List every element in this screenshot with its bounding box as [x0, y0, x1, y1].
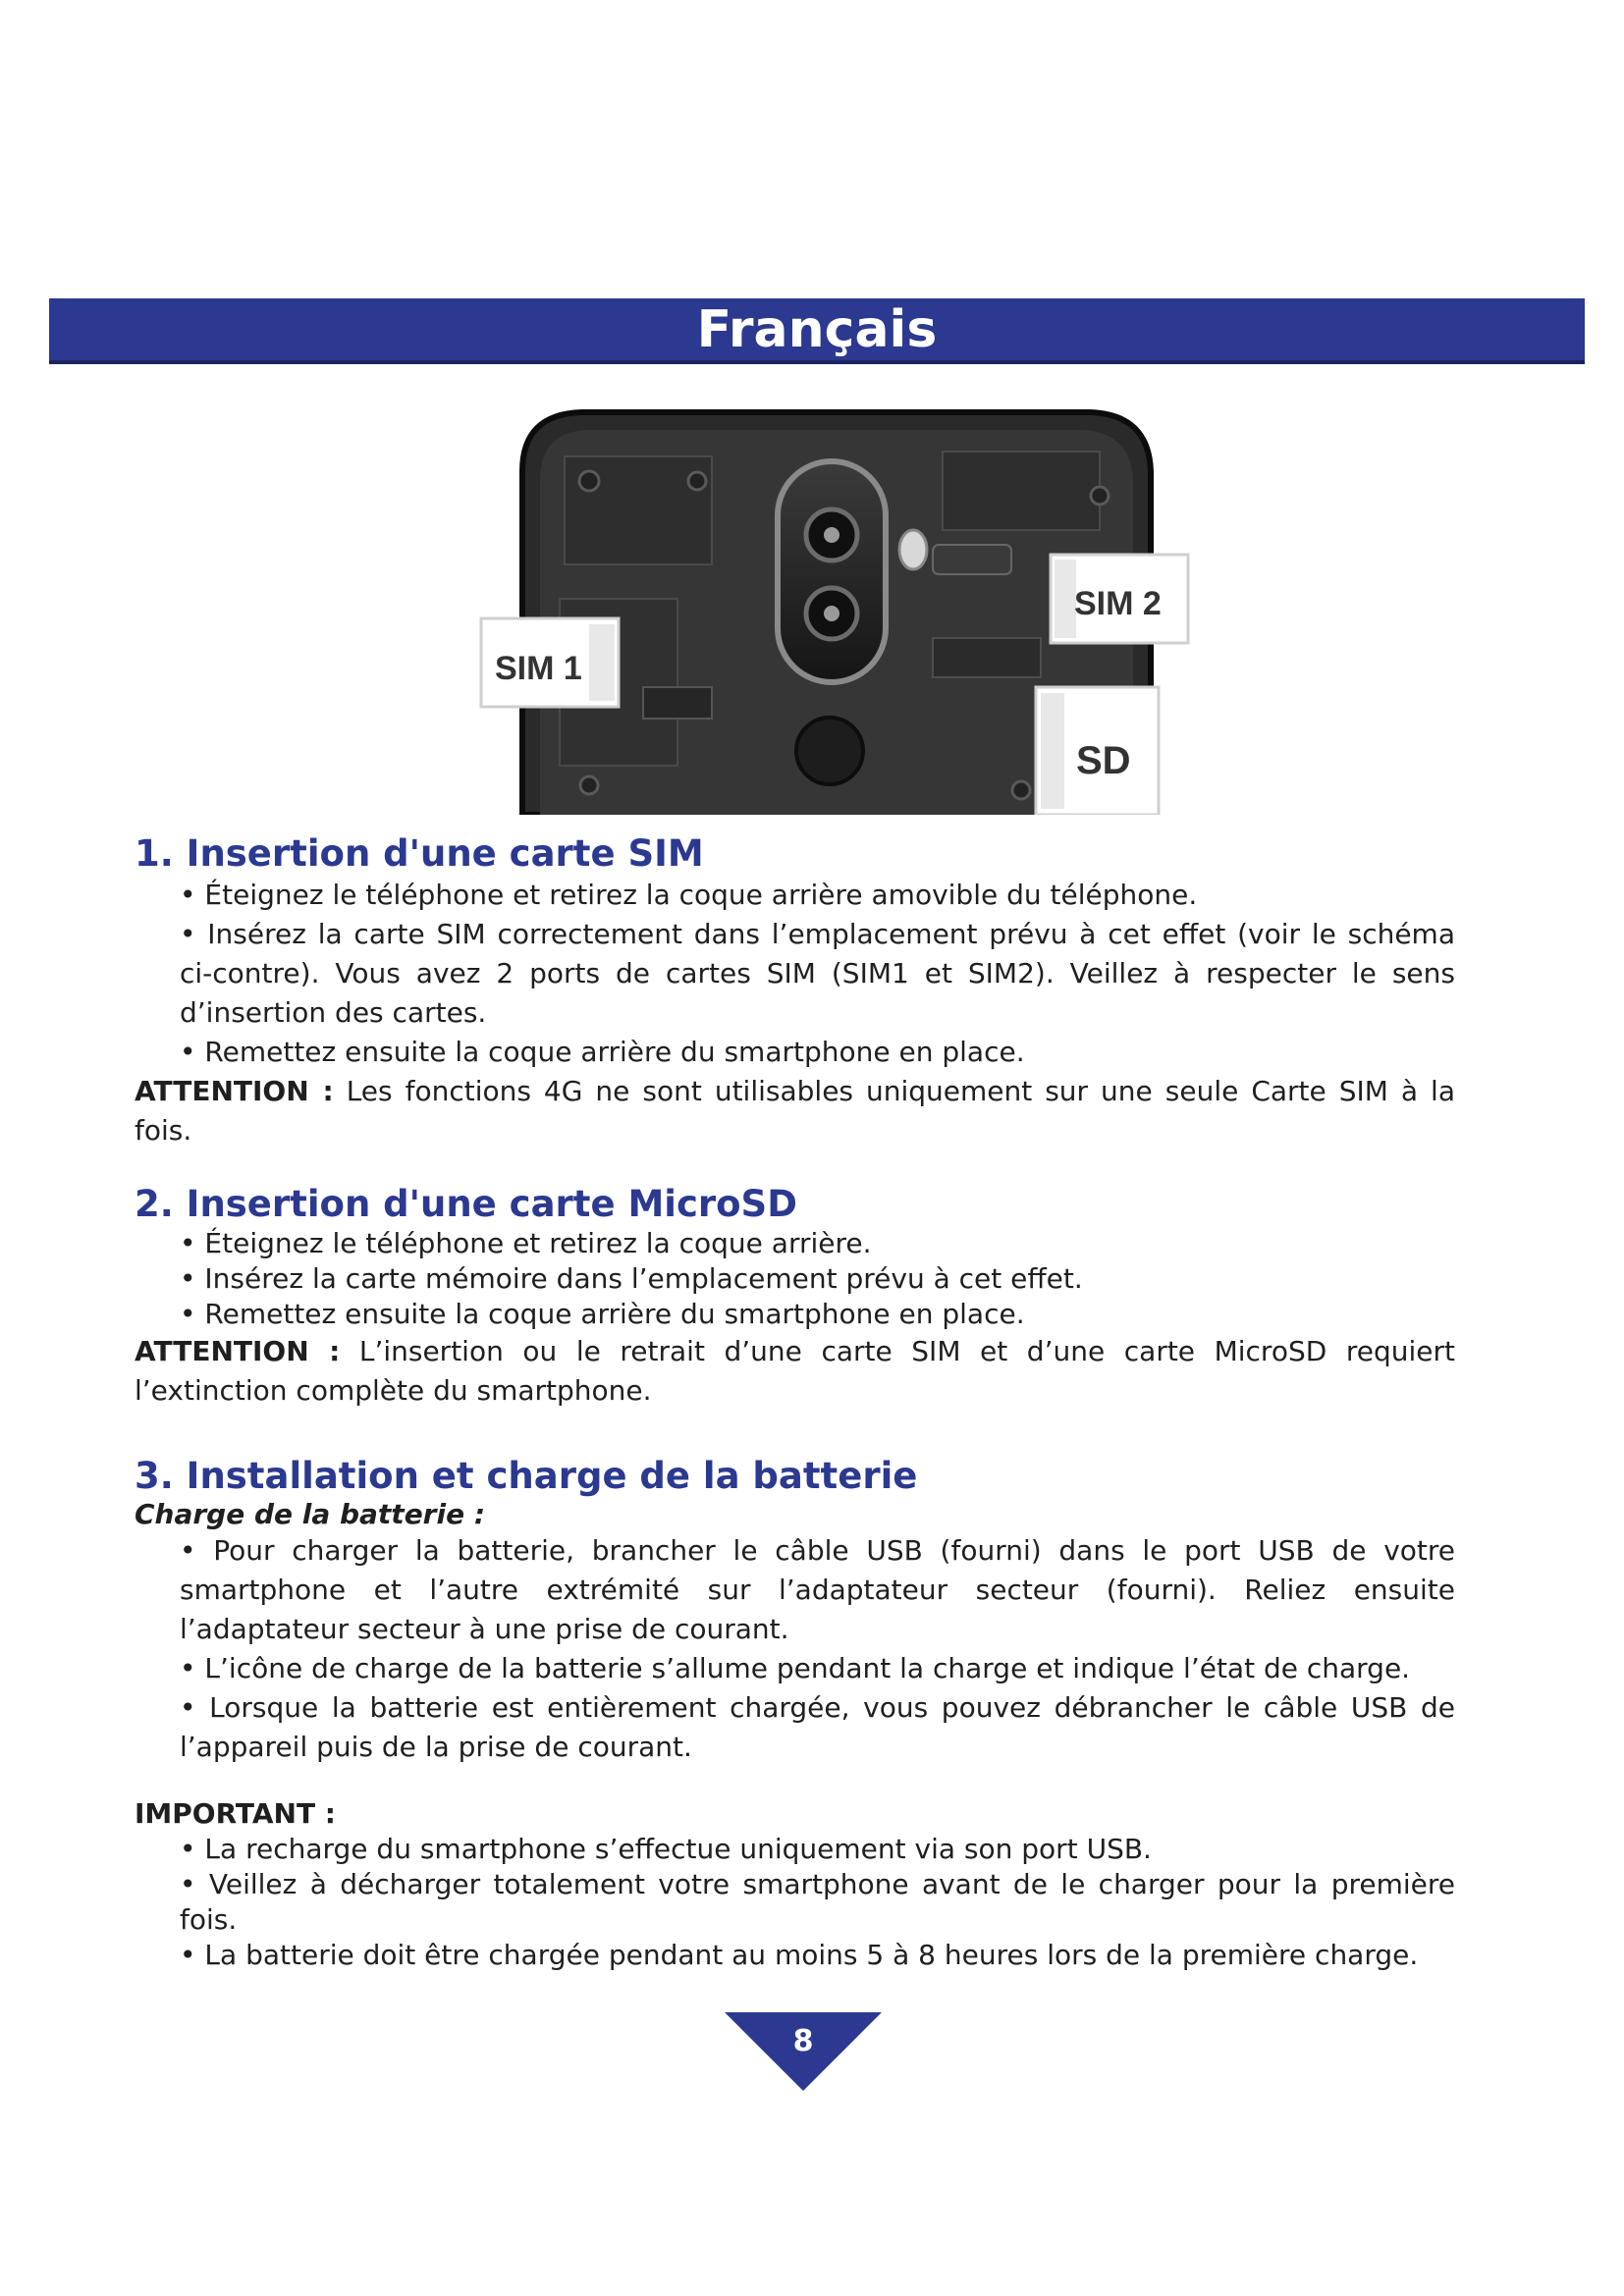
attention-note [135, 1332, 1455, 1411]
list-item: • L’icône de charge de la batterie s’allume pendant la charge et indique l’état de charge. [180, 1649, 1455, 1688]
attention-text: L’insertion ou le retrait d’une carte SIM et d’une carte MicroSD requiert l’extinction complète du smartphone. [135, 1335, 1455, 1407]
list-item: • Insérez la carte mémoire dans l’emplacement prévu à cet effet. [180, 1261, 1455, 1297]
section-heading: 3. Installation et charge de la batterie [135, 1455, 918, 1497]
page-indicator [725, 2012, 882, 2091]
phone-back-diagram [471, 402, 1218, 815]
attention-note [135, 1072, 1455, 1150]
list-item: • Remettez ensuite la coque arrière du smartphone en place. [180, 1033, 1455, 1072]
section-microsd [135, 1183, 1455, 1411]
section-heading: 1. Insertion d'une carte SIM [135, 832, 704, 875]
section-heading: 2. Insertion d'une carte MicroSD [135, 1183, 797, 1225]
title-banner [49, 298, 1585, 364]
attention-label: ATTENTION : [135, 1335, 341, 1367]
list-item: • Veillez à décharger totalement votre smartphone avant de le charger pour la première fois. [180, 1867, 1455, 1938]
list-item: • Éteignez le téléphone et retirez la coque arrière amovible du téléphone. [180, 876, 1455, 915]
page-number: 8 [792, 2024, 814, 2058]
camera-module [778, 461, 886, 682]
section-important [135, 1796, 1455, 1973]
important-label: IMPORTANT : [135, 1797, 336, 1830]
list-item: • Éteignez le téléphone et retirez la coque arrière. [180, 1226, 1455, 1261]
section-subheading: Charge de la batterie : [135, 1498, 486, 1530]
list-item: • Lorsque la batterie est entièrement chargée, vous pouvez débrancher le câble USB de l’appareil puis de la prise de courant. [180, 1688, 1455, 1767]
sd-label: SD [1076, 739, 1131, 782]
list-item: • Remettez ensuite la coque arrière du smartphone en place. [180, 1297, 1455, 1332]
sim2-label-card [1051, 555, 1188, 643]
sim2-label: SIM 2 [1074, 585, 1162, 622]
list-item: • Insérez la carte SIM correctement dans l’emplacement prévu à cet effet (voir le schéma ci-contre). Vous avez 2 ports de cartes SIM (SIM1 et SIM2). Veillez à respecter le sens d’insertion des cartes. [180, 915, 1455, 1033]
list-item: • Pour charger la batterie, brancher le câble USB (fourni) dans le port USB de votre smartphone et l’autre extrémité sur l’adaptateur secteur (fourni). Reliez ensuite l’adaptateur secteur à une prise de courant. [180, 1531, 1455, 1649]
section-battery [135, 1455, 1455, 1767]
list-item: • La batterie doit être chargée pendant au moins 5 à 8 heures lors de la première charge. [180, 1938, 1455, 1973]
page-title: Français [696, 300, 938, 359]
sd-label-card [1036, 687, 1159, 815]
list-item: • La recharge du smartphone s’effectue uniquement via son port USB. [180, 1832, 1455, 1867]
section-sim [135, 832, 1455, 1150]
fingerprint-sensor [796, 718, 863, 784]
sim1-label: SIM 1 [495, 650, 582, 687]
flash [899, 530, 927, 569]
sim1-label-card [481, 618, 619, 707]
attention-label: ATTENTION : [135, 1075, 334, 1107]
attention-text: Les fonctions 4G ne sont utilisables uniquement sur une seule Carte SIM à la fois. [135, 1075, 1455, 1147]
